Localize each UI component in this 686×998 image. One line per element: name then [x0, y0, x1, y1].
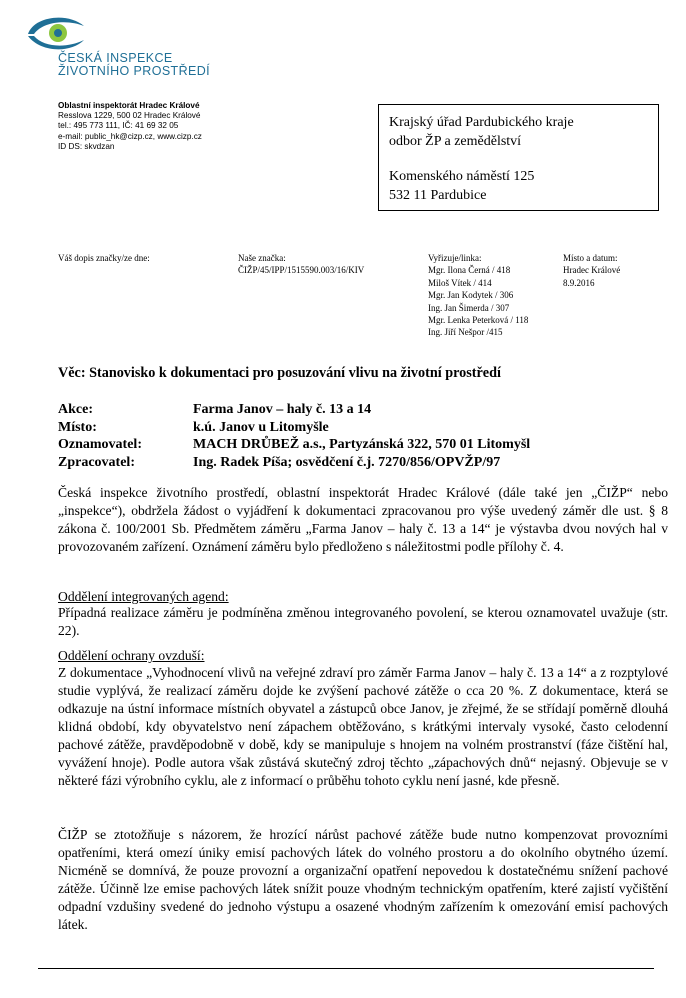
sender-name: Oblastní inspektorát Hradec Králové — [58, 101, 200, 110]
section-text-integrated: Případná realizace záměru je podmíněna změnou integrovaného povolení, se kterou oznamovatel uvažuje (str. 22). — [58, 605, 668, 638]
logo-line-1: ČESKÁ INSPEKCE — [58, 51, 173, 65]
footer-divider — [38, 968, 654, 969]
our-reference-label: Naše značka: — [238, 253, 286, 263]
info-value: Ing. Radek Píša; osvědčení č.j. 7270/856/OPVŽP/97 — [193, 454, 501, 470]
info-row-action — [58, 401, 530, 419]
handled-by-person: Ing. Jiří Nešpor /415 — [428, 327, 503, 338]
handled-by-person: Ing. Jan Šimerda / 307 — [428, 302, 510, 313]
section-heading-air: Oddělení ochrany ovzduší: — [58, 648, 205, 663]
your-reference — [58, 252, 150, 264]
our-reference — [238, 252, 364, 277]
info-value: Farma Janov – haly č. 13 a 14 — [193, 402, 372, 417]
place-and-date — [563, 252, 620, 289]
our-reference-value: ČIŽP/45/IPP/1515590.003/16/KIV — [238, 265, 365, 276]
place-date-label: Místo a datum: — [563, 253, 618, 263]
sender-phone: tel.: 495 773 111, IČ: 41 69 32 05 — [58, 121, 179, 131]
logo-line-2: ŽIVOTNÍHO PROSTŘEDÍ — [58, 64, 211, 78]
info-label: Místo: — [58, 419, 97, 435]
handled-by-label: Vyřizuje/linka: — [428, 253, 482, 263]
info-label: Oznamovatel: — [58, 437, 142, 452]
section-text-air-2: ČIŽP se ztotožňuje s názorem, že hrozící nárůst pachové zátěže bude nutno kompenzovat provozními opatřeními, která omezí úniky emisí pachových látek do volného prostoru a do okolního obytného území. Nicméně se domnívá, že pouze provozní a organizační opatření nepovedou k dostatečnému snížení pachové zátěže. Účinně lze emise pachových látek snížit pouze vhodným technickým opatřením, které zajistí vyčištění odpadní vzdušiny svedené do jednoho výstupu a osazené vhodným zařízením k omezování emisí pachových látek. — [58, 827, 668, 932]
date-value: 8.9.2016 — [563, 277, 595, 288]
logo-wordmark — [58, 52, 210, 78]
intro-paragraph: Česká inspekce životního prostředí, oblastní inspektorát Hradec Králové (dále také jen „ČIŽP“ nebo „inspekce“), obdržela žádost o vyjádření k dokumentaci zpracovanou pro výše uvedený záměr dle ust. § 8 zákona č. 100/2001 Sb. Předmětem záměru „Farma Janov – haly č. 13 a 14“ je výstavba dvou nových hal v provozovaném zařízení. Oznámení záměru bylo předloženo s náležitostmi podle přílohy č. 4. — [58, 485, 668, 554]
handled-by-person: Mgr. Ilona Černá / 418 — [428, 265, 511, 276]
info-label: Akce: — [58, 402, 93, 417]
recipient-line-1: Krajský úřad Pardubického kraje — [389, 115, 574, 130]
handled-by-person: Mgr. Lenka Peterková / 118 — [428, 315, 529, 326]
sender-data-box: ID DS: skvdzan — [58, 141, 115, 151]
your-reference-label: Váš dopis značky/ze dne: — [58, 253, 150, 263]
recipient-line-3: Komenského náměstí 125 — [389, 169, 535, 184]
handled-by-person: Mgr. Jan Kodytek / 306 — [428, 290, 514, 301]
sender-block — [58, 101, 202, 152]
section-text-air: Z dokumentace „Vyhodnocení vlivů na veřejné zdraví pro záměr Farma Janov – haly č. 13 a 14“ a z rozptylové studie vyplývá, že realizací záměru dojde ke zvýšení pachové zátěže o cca 20 %. Z dokumentace, která se odkazuje na ústní informace místních obyvatel a zástupců obce Janov, je zřejmé, že se střídají poměrně dlouhá klidná období, kdy obyvatelstvo není zápachem obtěžováno, s krátkými intervaly vysoké, často celodenní pachové zátěže, pravděpodobně v době, kdy se manipuluje s hnojem na volném prostranství (fáze čištění hal, vyvážení hnoje). Podle autora však zůstává skutečný zdroj těchto „zápachových dnů“ nejasný. Objevuje se v některé fázi výrobního cyklu, ale z informací o průběhu tohoto cyklu není jasné, kde přesně. — [58, 665, 668, 788]
info-row-place — [58, 419, 530, 437]
info-value: k.ú. Janov u Litomyšle — [193, 419, 329, 435]
recipient-line-4: 532 11 Pardubice — [389, 188, 487, 203]
subject-line: Věc: Stanovisko k dokumentaci pro posuzování vlivu na životní prostředí — [58, 365, 501, 381]
info-row-notifier — [58, 436, 530, 454]
eye-logo-icon — [22, 12, 92, 56]
section-heading-integrated: Oddělení integrovaných agend: — [58, 589, 229, 604]
sender-address: Resslova 1229, 500 02 Hradec Králové — [58, 111, 201, 121]
sender-email: e-mail: public_hk@cizp.cz, www.cizp.cz — [58, 131, 202, 141]
info-label: Zpracovatel: — [58, 454, 135, 470]
recipient-line-2: odbor ŽP a zemědělství — [389, 134, 522, 149]
handled-by — [428, 252, 528, 339]
project-info-table — [58, 401, 530, 471]
info-row-processor — [58, 454, 530, 472]
place-value: Hradec Králové — [563, 265, 621, 276]
recipient-address-box — [378, 104, 659, 211]
handled-by-person: Miloš Vítek / 414 — [428, 277, 492, 288]
info-value: MACH DRŮBEŽ a.s., Partyzánská 322, 570 01 Litomyšl — [193, 437, 531, 452]
